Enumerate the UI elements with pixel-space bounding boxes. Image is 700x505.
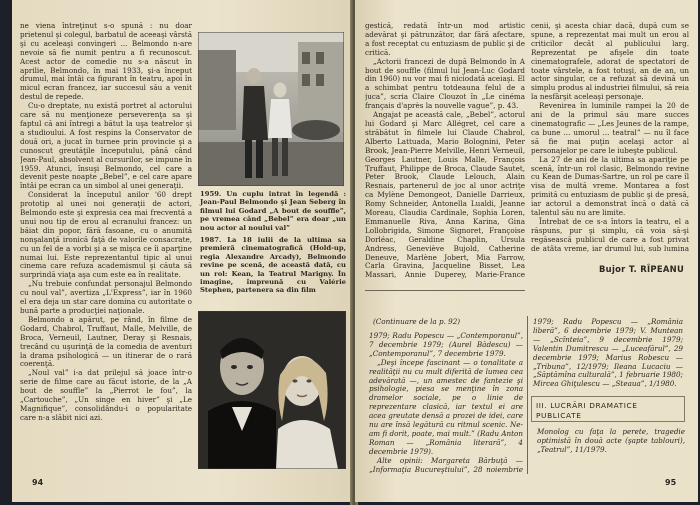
column-divider xyxy=(527,316,528,474)
paragraph: Belmondo a apărut, pe rând, în filme de Godard, Chabrol, Truffaut, Malle, Melville, de Broca, Verneuil, Lautner, Deray şi Resnais, trecând cu uşurinţă de la comedia de aventuri la drama psihologică — un itinerar de o rară coerenţă. xyxy=(20,314,192,369)
right-page xyxy=(355,0,698,502)
lower-column-2: 1979; Radu Popescu — „România liberă”, 6 decembrie 1979; V. Muntean — „Scînteia”, 9 decembrie 1979; Valentin Dumitrescu — „Luceafărul”, 29 decembrie 1979; Marius Robescu — „Tribuna”, 12/1979; Ileana Lucaciu — „Săptămîna culturală”, 1 februarie 1980; Mircea Ghiţulescu — „Steaua”, 1/1980. xyxy=(533,318,683,389)
caption-text: La 18 iulii de la ultima sa premieră cinematografică (Hold-up, regia Alexandre Arcady), Belmondo revine pe scenă, de această dată, cu un rol: Kean, la Teatrul Marigny. În imagine, împreună cu Valérie Stephen, partenera sa din film xyxy=(200,236,346,295)
right-column-1 xyxy=(365,22,525,280)
page-number-left: 94 xyxy=(32,478,44,487)
section-divider xyxy=(365,290,525,291)
street-scene-image xyxy=(198,32,344,186)
paragraph: cenii, şi acesta chiar dacă, după cum se spune, a reprezentat mai mult un erou al criticilor decât al publicului larg. Reprezentat pe afişele din toate cinematografele, adorat de spectatori de toate vârstele, a fost totuşi, an de an, un actor singular, ce a refuzat să devină un simplu produs al industriei filmului, să reia la nesfârşit aceleaşi personaje. xyxy=(531,22,689,102)
author-signature: Bujor T. RÎPEANU xyxy=(599,264,685,274)
paragraph: Considerat la începutul anilor '60 drept prototip al unei noi generaţii de actori, Belmondo este şi expresia cea mai frecventă a unui nou tip de erou al ecranului francez: un băiat din popor, fără fasoane, cu o anumită nonşalanţă ironică faţă de valorile consacrate, cu un fel de a vorbi şi a se mişca ce îi aparţine numai lui. Este reprezentantul tipic al unui cinema care refuza academismul şi căuta să surprindă viaţa aşa cum este ea în realitate. xyxy=(20,190,192,280)
caption-year: 1959. xyxy=(200,190,222,198)
paragraph: Alte opinii: Margareta Bărbuţă — „Informaţia Bucureştiului”, 28 noiembrie xyxy=(369,455,523,474)
paragraph: Cu-o dreptate, nu există portret al actorului care să nu menţioneze perseverenţa sa şi faptul că ani întregi a bătut la uşa teatrelor şi a studioului. A fost respins la Conservator de două ori, a jucat în turnee prin provincie şi a cunoscut greutăţile începutului, până când Jean-Paul, absolvent al cursurilor, se impune în 1959. Atunci, însuşi Belmondo, cel care a devenit peste noapte „Bebel”, e cel care apare întâi pe ecran ca un simbol al unei generaţii. xyxy=(20,101,192,191)
photo-caption-1987 xyxy=(200,236,346,295)
page-number-right: 95 xyxy=(665,478,677,487)
paragraph: 1979; Radu Popescu — „Contemporanul”, 7 decembrie 1979; (Aurel Bădescu) — „Contemporanul”, 7 decembrie 1979. xyxy=(369,332,523,358)
paragraph: „Deşi începe fascinant — o tonalitate a realităţii nu cu mult diferită de lumea cea adevărată —, un amestec de fantezie şi psihologie, piesa se menţine în zona dramelor sociale, pe o linie de reprezentare clasică, iar textul ei are acea greutate densă a prozei de idei, care nu are însă legătură cu ritmul scenic. Ne-am fi dorit, poate, mai mult.” (Radu Anton Roman — „România literară”, 4 decembrie 1979). xyxy=(369,357,523,456)
caption-year: 1987. xyxy=(200,236,222,244)
paragraph: ne viena întreţinut s-o spună : nu doar prietenul şi colegul, barbatul de aceeaşi vârstă şi cu aceleaşi convingeri ... Belmondo n-are nevoie să fie numit pentru a fi recunoscut. Acest actor de comedie nu s-a născut în aprilie, Belmondo, în mai 1933, şi-a început drumul, mai întâi ca figurant în teatru, apoi în micul ecran francez, iar succesul său a venit destul de repede. xyxy=(20,22,192,102)
photo-kean-stage xyxy=(198,311,346,469)
photo-caption-1959 xyxy=(200,190,346,232)
paragraph: Angajat pe această cale, „Bebel”, actorul lui Godard şi Marc Allégret, cel care a străbătut în filmele lui Claude Chabrol, Alberto Lattuada, Mario Bolognini, Peter Brook, Jean-Pierre Melville, Henri Verneuil, Georges Lautner, Louis Malle, François Truffaut, Philippe de Broca, Claude Sautet, Peter Brook, Claude Lelouch, Alain Resnais, partenerul de joc al unor actriţe ca Mylène Demongeot, Danielle Darrieux, Romy Schneider, Antonella Lualdi, Jeanne Moreau, Claudia Cardinale, Sophia Loren, Emmanuelle Riva, Anna Karina, Gina Lollobrigida, Simone Signoret, Françoise Dorléac, Geraldine Chaplin, Ursula Andress, Geneviève Bujold, Catherine Deneuve, Marlène Jobert, Mia Farrow, Carla Gravina, Jacqueline Bisset, Lea Massari, Annie Duperey, Marie-France xyxy=(365,110,525,280)
right-column-2 xyxy=(531,22,689,254)
lower-column-1 xyxy=(369,332,523,474)
section-title: III. LUCRĂRI DRAMATICE PUBLICATE xyxy=(536,401,638,420)
left-column-1 xyxy=(20,22,192,462)
paragraph: La 27 de ani de la ultima sa apariţie pe scenă, într-un rol clasic, Belmondo revine cu Kean de Dumas-Sartre, un rol pe care îl visa de multă vreme. Montarea a fost primită cu entuziasm de public şi de presă, iar actorul a demonstrat încă o dată că talentul său nu are limite. xyxy=(531,154,689,218)
paragraph: „Noul val” i-a dat prilejul să joace într-o serie de filme care au făcut istorie, de la „A bout de souffle” la „Pierrot le fou”, la „Cartouche”, „Un singe en hiver” şi „Le Magnifique”, consolidându-i o popularitate care n-a slăbit nici azi. xyxy=(20,368,192,422)
left-page xyxy=(12,0,353,502)
paragraph: Întrebat de ce s-a întors la teatru, el a răspuns, pur şi simplu, că voia să-şi regăsească publicul de care a fost privat de atâta vreme, iar drumul lui, sub lumina xyxy=(531,216,689,253)
paragraph: gestică, redată într-un mod artistic adevărat şi pătrunzător, dar fără afectare, a fost receptat cu entuziasm de public şi de critică. xyxy=(365,22,525,57)
photo-belmondo-seberg xyxy=(198,32,344,186)
section-box xyxy=(531,396,685,422)
paragraph: Revenirea în luminile rampei la 20 de ani de la primul său mare succes cinematografic — „Les Jeunes de la rampe, ca bune ... umorul ... teatral” — nu îl face să fie mai puţin acelaşi actor al personajelor pe care le iubeşte publicul. xyxy=(531,101,689,155)
caption-text: Un cuplu intrat în legendă : Jean-Paul Belmondo şi Jean Seberg în filmul lui Godard „A bout de souffle”, pe vremea când „Bebel” era doar „un nou actor al noului val” xyxy=(200,190,346,232)
section-item: Monolog cu faţa la perete, tragedie optimistă în două acte (şapte tablouri), „Teatrul”, 11/1979. xyxy=(537,428,685,454)
paragraph: „Actorii francezi de după Belmondo în A bout de souffle (filmul lui Jean-Luc Godard din 1960) nu vor mai fi niciodată aceiaşi. El a schimbat pentru totdeauna felul de a juca”, scria Claire Clouzot în „Le cinéma français d'après la nouvelle vague”, p. 43. xyxy=(365,56,525,111)
stage-portrait-image xyxy=(198,311,346,469)
continued-header: (Continuare de la p. 92) xyxy=(373,318,461,326)
paragraph: „Nu trebuie confundat personajul Belmondo cu noul val”, avertiza „L'Express”, iar în 1960 el era deja un star care domina cu autoritate o bună parte a producţiei naţionale. xyxy=(20,279,192,315)
